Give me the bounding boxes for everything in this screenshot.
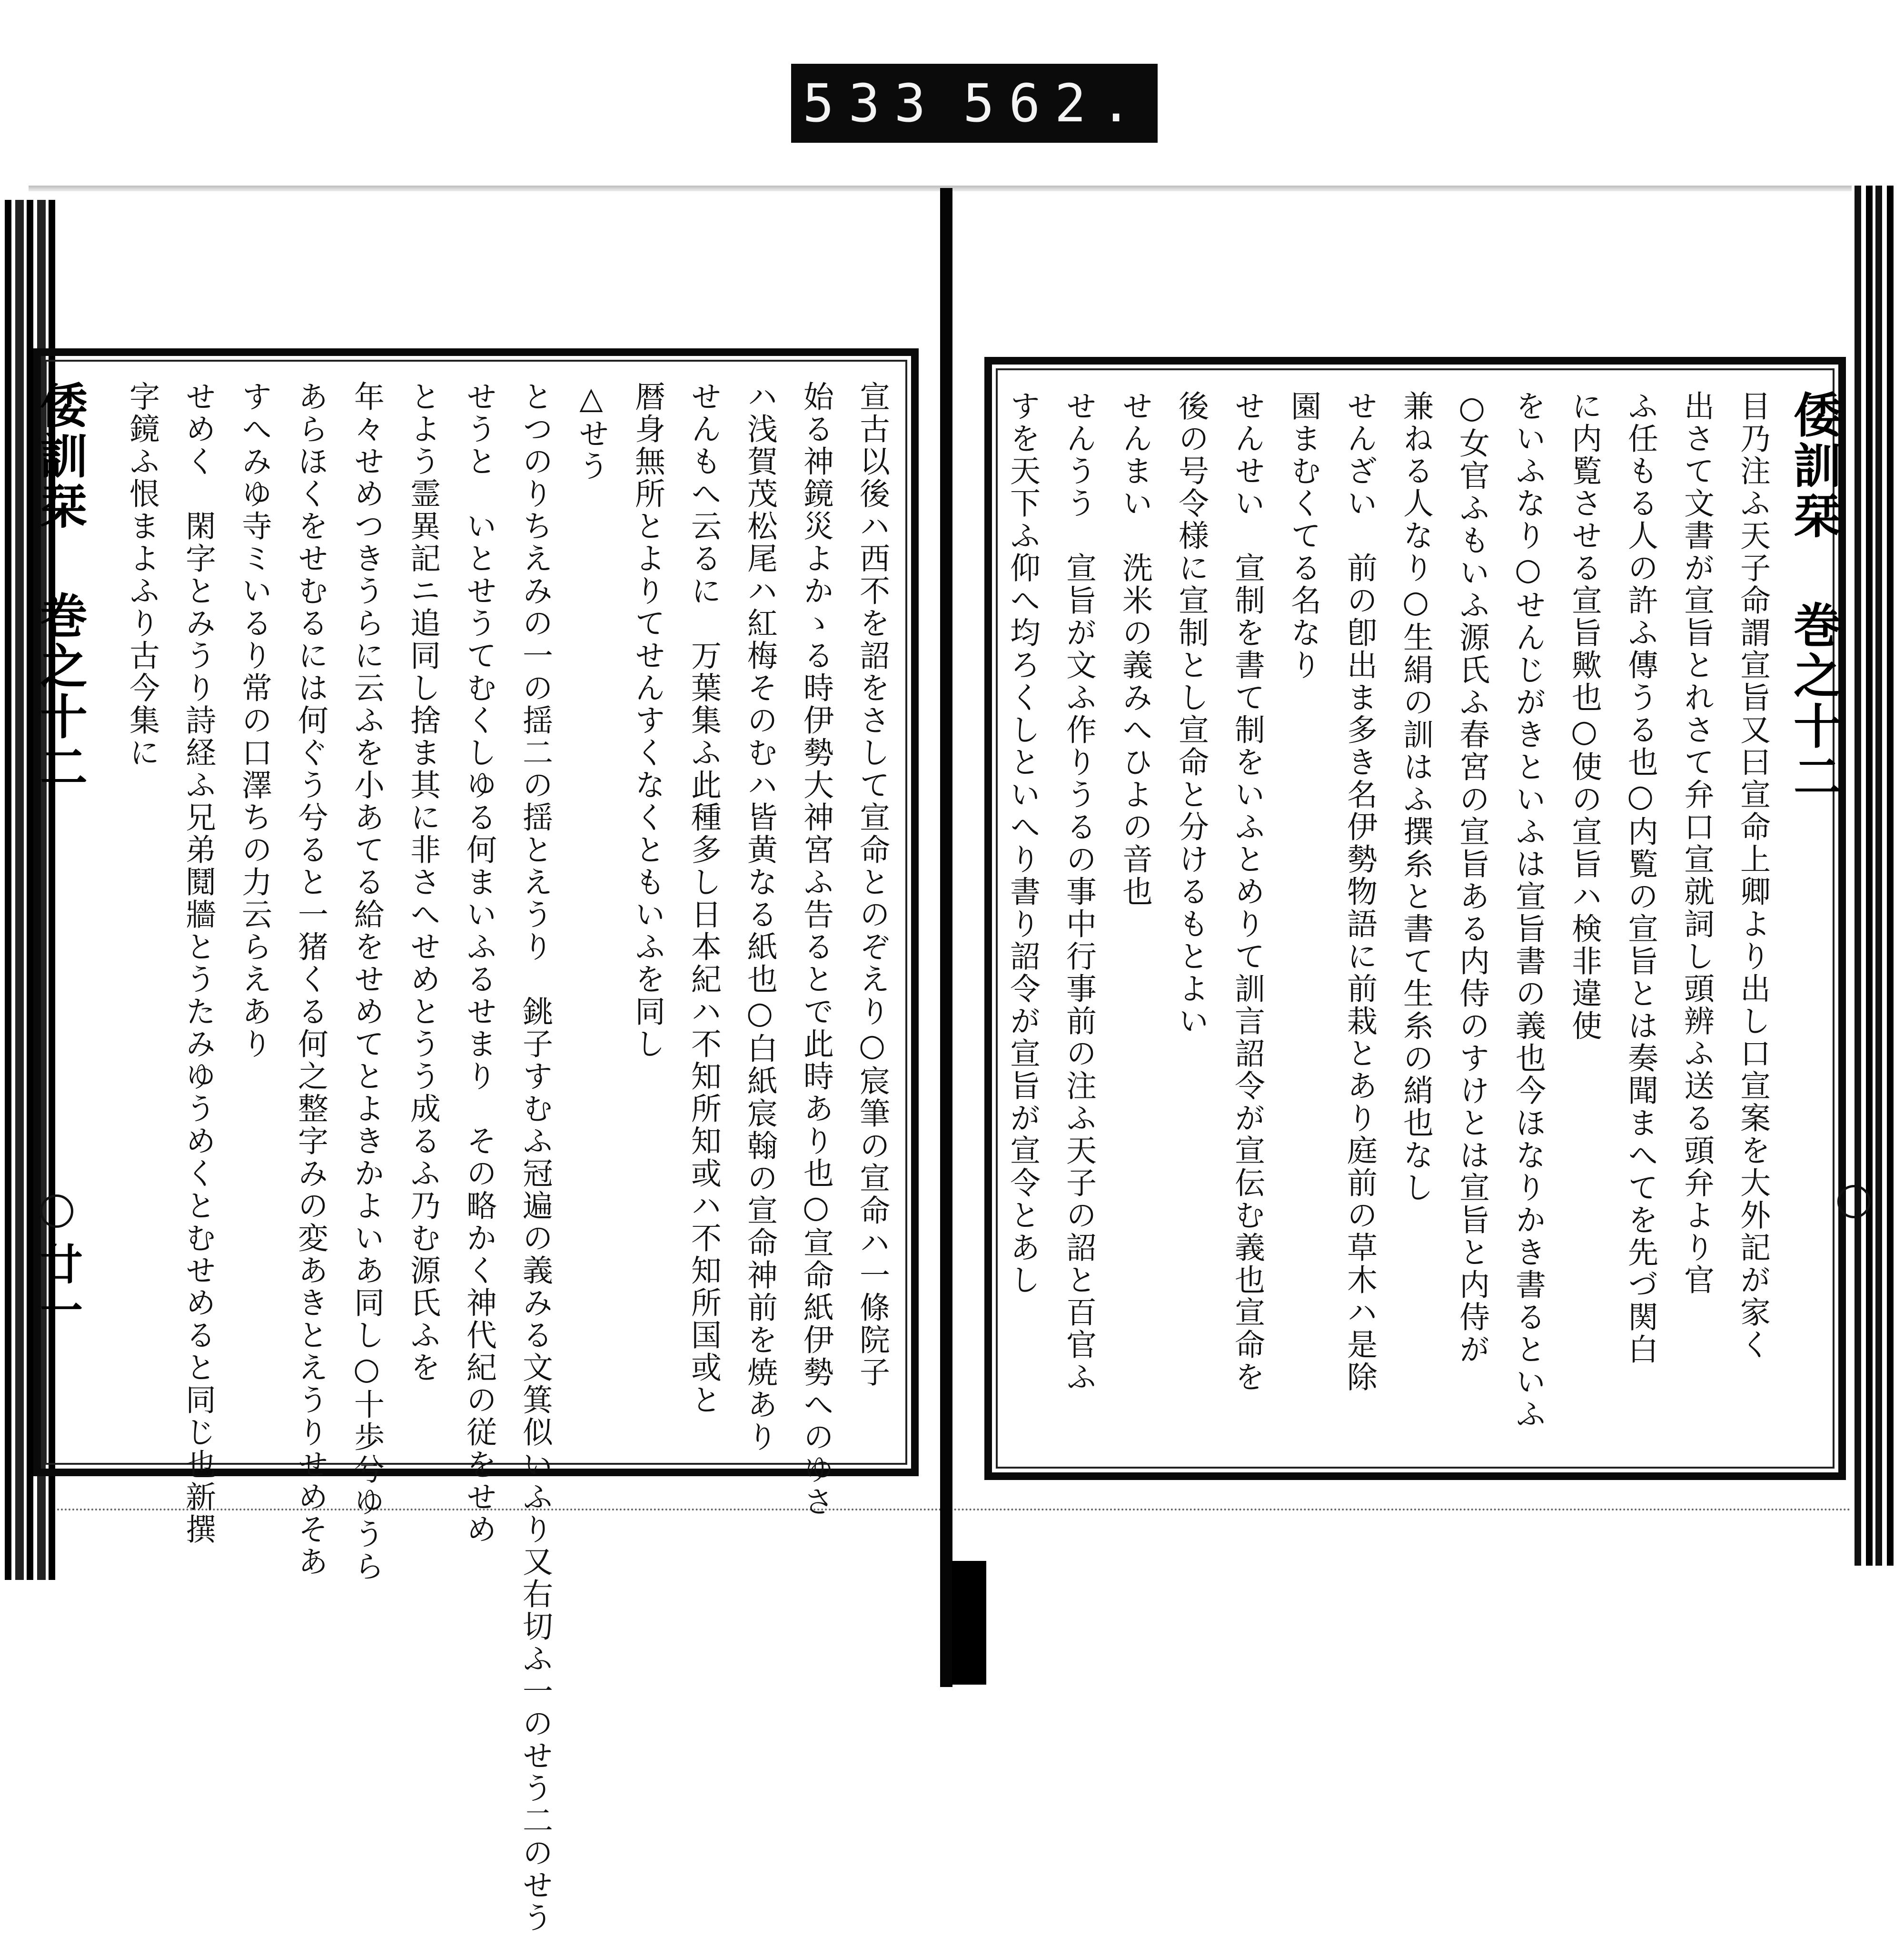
right-text-column: せんざい 前の卽出ま多き名伊勢物語に前栽とあり庭前の草木ハ是除 (1342, 390, 1377, 1393)
left-text-column: 始る神鏡災よかゝる時伊勢大神宮ふ告るとで此時あり也○宣命紙伊勢へのゆさ (798, 381, 833, 1518)
right-text-column: をいふなり○せんじがきといふは宣旨書の義也今ほなりかき書るといふ (1510, 390, 1546, 1431)
right-spine-circle-mark (1837, 1185, 1871, 1218)
right-spine-title: 倭訓栞 巻之十二 (1785, 390, 1842, 802)
left-text-column: 暦身無所とよりてせんすくなくともいふを同し (630, 381, 665, 1060)
left-text-column: とよう霊異記ニ追同し捨ま其に非さへせめとうう成るふ乃む源氏ふを (405, 381, 440, 1384)
center-gutter (940, 188, 952, 1687)
right-text-column: せんせい 宣制を書て制をいふとめりて訓言詔令が宣伝む義也宣命を (1230, 390, 1265, 1393)
left-text-column: ハ浅賀茂松尾ハ紅梅そのむハ皆黄なる紙也○白紙宸翰の宣命神前を焼あり (742, 381, 777, 1453)
right-text-column: 兼ねる人なり○生絹の訓はふ撰糸と書て生糸の綃也なし (1398, 390, 1433, 1204)
left-text-column: 宣古以後ハ西不を詔をさして宣命とのぞえり○宸筆の宣命ハ一條院子 (854, 381, 890, 1389)
left-text-column: 字鏡ふ恨まよふり古今集に (124, 381, 159, 769)
left-text-column: とつのりちえみの一の揺二の揺とえうり 銚子すむふ冠遍の義みる文箕似いふり又右切ふ一のせう二のせう (517, 381, 553, 1934)
right-text-column: 出さて文書が宣旨とれさて弁口宣就詞し頭辨ふ送る頭弁より官 (1679, 390, 1714, 1296)
right-text-column: 後の号令様に宣制とし宣命と分けるもとよい (1173, 390, 1209, 1037)
left-text-column: せうと いとせうてむくしゆる何まいふるせまり その略かく神代紀の従をせめ (461, 381, 496, 1546)
frame-number-label (791, 64, 1158, 143)
right-text-column: 目乃注ふ天子命謂宣旨又曰宣命上卿より出し口宣案を大外記が家く (1735, 390, 1770, 1361)
spread-top-edge (29, 186, 1885, 191)
right-book-edge (1852, 186, 1894, 1566)
right-text-column: 園まむくてる名なり (1286, 390, 1321, 681)
left-text-column: せめく 閑字とみうり詩経ふ兄弟鬩牆とうたみゆうめくとむせめると同じ也新撰 (180, 381, 216, 1546)
left-text-column: △せう (574, 381, 609, 483)
right-text-column: すを天下ふ仰へ均ろくしといへり書り詔令が宣旨が宣令とあし (1005, 390, 1040, 1296)
left-text-column: あらほくをせむるには何ぐう兮ると一猪くる何之整字みの変あきとえうりせめそあ (293, 381, 328, 1578)
right-text-column: せんうう 宣旨が文ふ作りうるの事中行事前の注ふ天子の詔と百官ふ (1061, 390, 1096, 1393)
frame-number-start: 533 (803, 73, 940, 134)
left-spine-circle-mark (40, 1194, 73, 1228)
left-text-column: すへみゆ寺ミいるり常の口澤ちの力云らえあり (237, 381, 272, 1060)
right-text-column: に内覧させる宣旨歟也○使の宣旨ハ検非違使 (1567, 390, 1602, 1042)
left-text-column: せんもへ云るに 万葉集ふ此種多し日本紀ハ不知所知或ハ不知所国或と (686, 381, 721, 1416)
left-spine-title: 倭訓栞 巻之十二 (32, 381, 88, 793)
right-text-column: ふ任もる人の許ふ傳うる也○内覧の宣旨とは奏聞まへてを先づ関白 (1623, 390, 1658, 1366)
gutter-foot (952, 1561, 986, 1685)
frame-number-end: 562. (962, 73, 1146, 134)
left-text-column: 年々せめつきうらに云ふを小あてる給をせめてとよきかよいあ同し○十歩兮ゆうら (349, 381, 384, 1583)
right-text-column: せんまい 洗米の義みへひよの音也 (1117, 390, 1152, 908)
left-folio-number: 廿一 (32, 1242, 83, 1333)
right-text-column: ○女官ふもいふ源氏ふ春宮の宣旨ある内侍のすけとは宣旨と内侍が (1454, 390, 1489, 1366)
